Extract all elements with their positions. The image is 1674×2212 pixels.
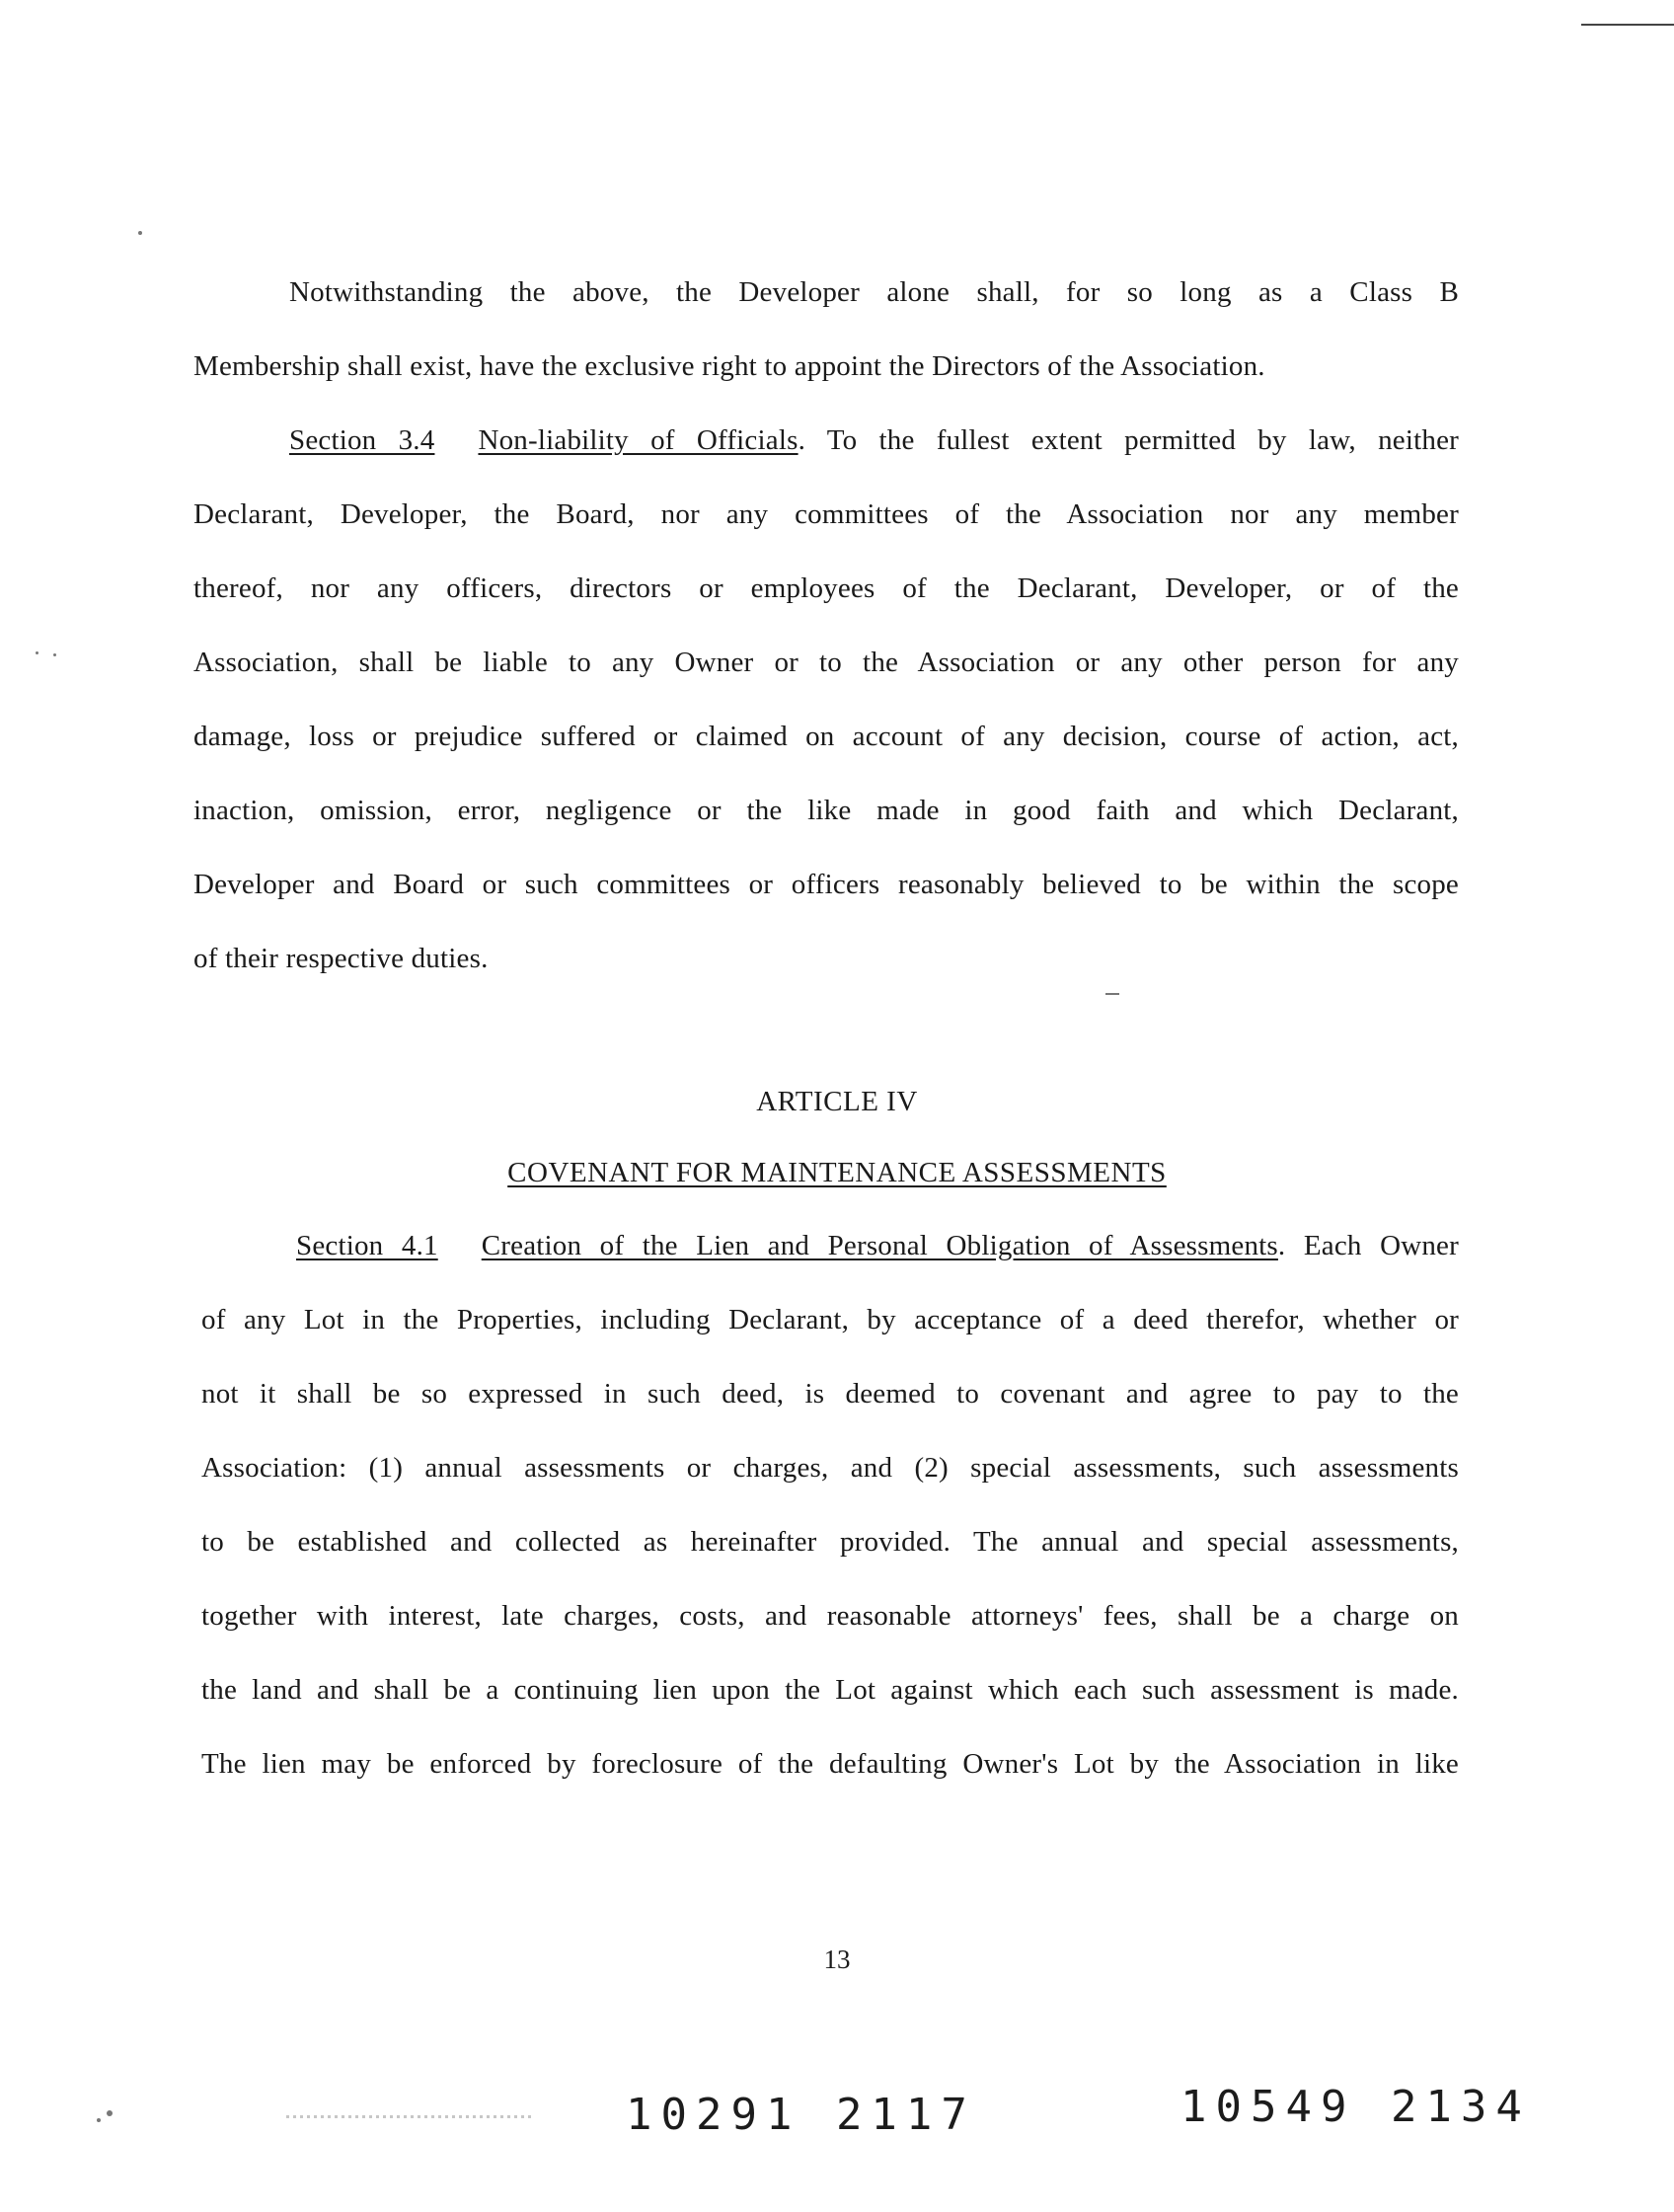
section-3-4-heading-line bbox=[289, 422, 1459, 458]
section-3-4-heading: Non-liability of Officials bbox=[478, 424, 799, 456]
section-4-1-line-5: to be established and collected as hereinafter provided. The annual and special assessments, bbox=[201, 1526, 1459, 1558]
article-title-text: COVENANT FOR MAINTENANCE ASSESSMENTS bbox=[507, 1157, 1167, 1188]
scan-speck bbox=[97, 2118, 101, 2122]
section-4-1-heading: Creation of the Lien and Personal Obligation of Assessments bbox=[481, 1230, 1278, 1261]
section-4-1-first-line-rest: . Each Owner bbox=[1277, 1230, 1459, 1261]
para1-line-2: Membership shall exist, have the exclusive right to appoint the Directors of the Association. bbox=[193, 350, 1265, 382]
section-3-4-line-2: Declarant, Developer, the Board, nor any committees of the Association nor any member bbox=[193, 498, 1459, 530]
section-4-1-line-3: not it shall be so expressed in such deed, is deemed to covenant and agree to pay to the bbox=[201, 1378, 1459, 1410]
section-4-1-line-6: together with interest, late charges, costs, and reasonable attorneys' fees, shall be a charge on bbox=[201, 1600, 1459, 1632]
article-title bbox=[0, 1155, 1674, 1190]
para1-line-1: Notwithstanding the above, the Developer alone shall, for so long as a Class B bbox=[289, 276, 1459, 308]
section-3-4-line-7: Developer and Board or such committees or officers reasonably believed to be within the scope bbox=[193, 869, 1459, 900]
section-3-4-line-3: thereof, nor any officers, directors or employees of the Declarant, Developer, or of the bbox=[193, 572, 1459, 604]
section-4-1-line-4: Association: (1) annual assessments or charges, and (2) special assessments, such assessments bbox=[201, 1452, 1459, 1484]
scan-edge-mark bbox=[1581, 24, 1674, 26]
recording-stamp-right: 10549 2134 bbox=[1180, 2082, 1531, 2132]
article-number: ARTICLE IV bbox=[756, 1086, 918, 1117]
recording-stamp-left: 10291 2117 bbox=[626, 2090, 976, 2140]
section-3-4-line-6: inaction, omission, error, negligence or the like made in good faith and which Declarant, bbox=[193, 795, 1459, 826]
scan-speck bbox=[138, 231, 142, 235]
section-4-1-number: Section 4.1 bbox=[296, 1230, 438, 1261]
section-3-4-line-4: Association, shall be liable to any Owner or to the Association or any other person for any bbox=[193, 647, 1459, 678]
scan-speck bbox=[107, 2110, 113, 2116]
section-4-1-line-7: the land and shall be a continuing lien upon the Lot against which each such assessment is made. bbox=[201, 1674, 1459, 1706]
section-4-1-line-8: The lien may be enforced by foreclosure of the defaulting Owner's Lot by the Association in like bbox=[201, 1748, 1459, 1780]
section-3-4-line-8: of their respective duties. bbox=[193, 943, 489, 974]
section-4-1-line-2: of any Lot in the Properties, including Declarant, by acceptance of a deed therefor, whether or bbox=[201, 1304, 1459, 1335]
scan-speck bbox=[1105, 993, 1119, 995]
page-number: 13 bbox=[823, 1945, 851, 1974]
scan-noise bbox=[286, 2115, 533, 2118]
section-3-4-line-5: damage, loss or prejudice suffered or claimed on account of any decision, course of action, act, bbox=[193, 721, 1459, 752]
scan-speck bbox=[53, 653, 56, 656]
section-3-4-number: Section 3.4 bbox=[289, 424, 435, 456]
section-4-1-heading-line bbox=[296, 1228, 1459, 1263]
section-3-4-first-line-rest: . To the fullest extent permitted by law, neither bbox=[798, 424, 1460, 456]
scan-speck bbox=[36, 651, 38, 654]
